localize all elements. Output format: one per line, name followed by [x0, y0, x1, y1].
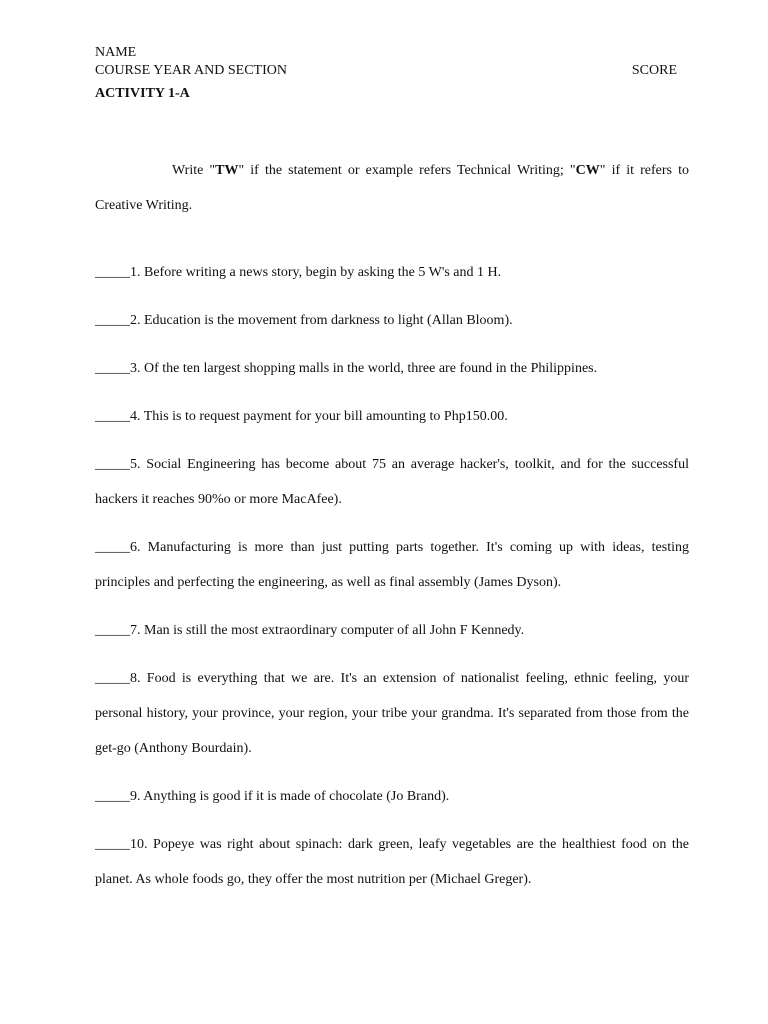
question-item-9 — [95, 779, 689, 814]
cw-label: CW — [575, 163, 600, 178]
instructions-part2: " if the statement or example refers Technical Writing; " — [238, 163, 576, 178]
question-text-1: 1. Before writing a news story, begin by asking the 5 W's and 1 H. — [130, 265, 502, 280]
answer-blank-4[interactable]: _____ — [95, 409, 130, 424]
question-text-7: 7. Man is still the most extraordinary computer of all John F Kennedy. — [130, 623, 525, 638]
score-label: SCORE — [631, 63, 677, 78]
question-text-2: 2. Education is the movement from darkness to light (Allan Bloom). — [130, 313, 513, 328]
question-item-2 — [95, 303, 689, 338]
answer-blank-5[interactable]: _____ — [95, 457, 130, 472]
answer-blank-6[interactable]: _____ — [95, 540, 130, 555]
answer-blank-10[interactable]: _____ — [95, 837, 130, 852]
tw-label: TW — [215, 163, 239, 178]
name-row — [95, 44, 689, 62]
question-text-5: 5. Social Engineering has become about 75 an average hacker's, toolkit, and for the successful hackers it reaches 90%o or more MacAfee). — [95, 457, 689, 507]
question-text-3: 3. Of the ten largest shopping malls in the world, three are found in the Philippines. — [130, 361, 598, 376]
answer-blank-3[interactable]: _____ — [95, 361, 130, 376]
instructions — [95, 153, 689, 223]
question-text-4: 4. This is to request payment for your bill amounting to Php150.00. — [130, 409, 508, 424]
question-item-4 — [95, 399, 689, 434]
instructions-part1: Write " — [172, 163, 216, 178]
question-item-10 — [95, 827, 689, 897]
name-label: NAME — [95, 45, 137, 60]
course-year-section-label: COURSE YEAR AND SECTION — [95, 63, 287, 78]
answer-blank-1[interactable]: _____ — [95, 265, 130, 280]
question-item-3 — [95, 351, 689, 386]
question-item-7 — [95, 613, 689, 648]
question-text-6: 6. Manufacturing is more than just putting parts together. It's coming up with ideas, testing principles and perfecting the engineering, as well as final assembly (James Dyson). — [95, 540, 689, 590]
worksheet-page — [95, 44, 689, 910]
question-item-6 — [95, 530, 689, 600]
question-item-1 — [95, 255, 689, 290]
activity-title: ACTIVITY 1-A — [95, 86, 190, 101]
question-text-10: 10. Popeye was right about spinach: dark green, leafy vegetables are the healthiest food on the planet. As whole foods go, they offer the most nutrition per (Michael Greger). — [95, 837, 689, 887]
question-item-5 — [95, 447, 689, 517]
answer-blank-9[interactable]: _____ — [95, 789, 130, 804]
course-score-row — [95, 62, 689, 80]
answer-blank-8[interactable]: _____ — [95, 671, 130, 686]
instructions-part3: " if it refers to Creative Writing. — [95, 163, 689, 213]
question-text-8: 8. Food is everything that we are. It's an extension of nationalist feeling, ethnic feeling, your personal history, your province, your region, your tribe your grandma. It's separated from those from the get-go (Anthony Bourdain). — [95, 671, 689, 756]
question-text-9: 9. Anything is good if it is made of chocolate (Jo Brand). — [130, 789, 450, 804]
answer-blank-7[interactable]: _____ — [95, 623, 130, 638]
question-list — [95, 255, 689, 897]
question-item-8 — [95, 661, 689, 766]
answer-blank-2[interactable]: _____ — [95, 313, 130, 328]
